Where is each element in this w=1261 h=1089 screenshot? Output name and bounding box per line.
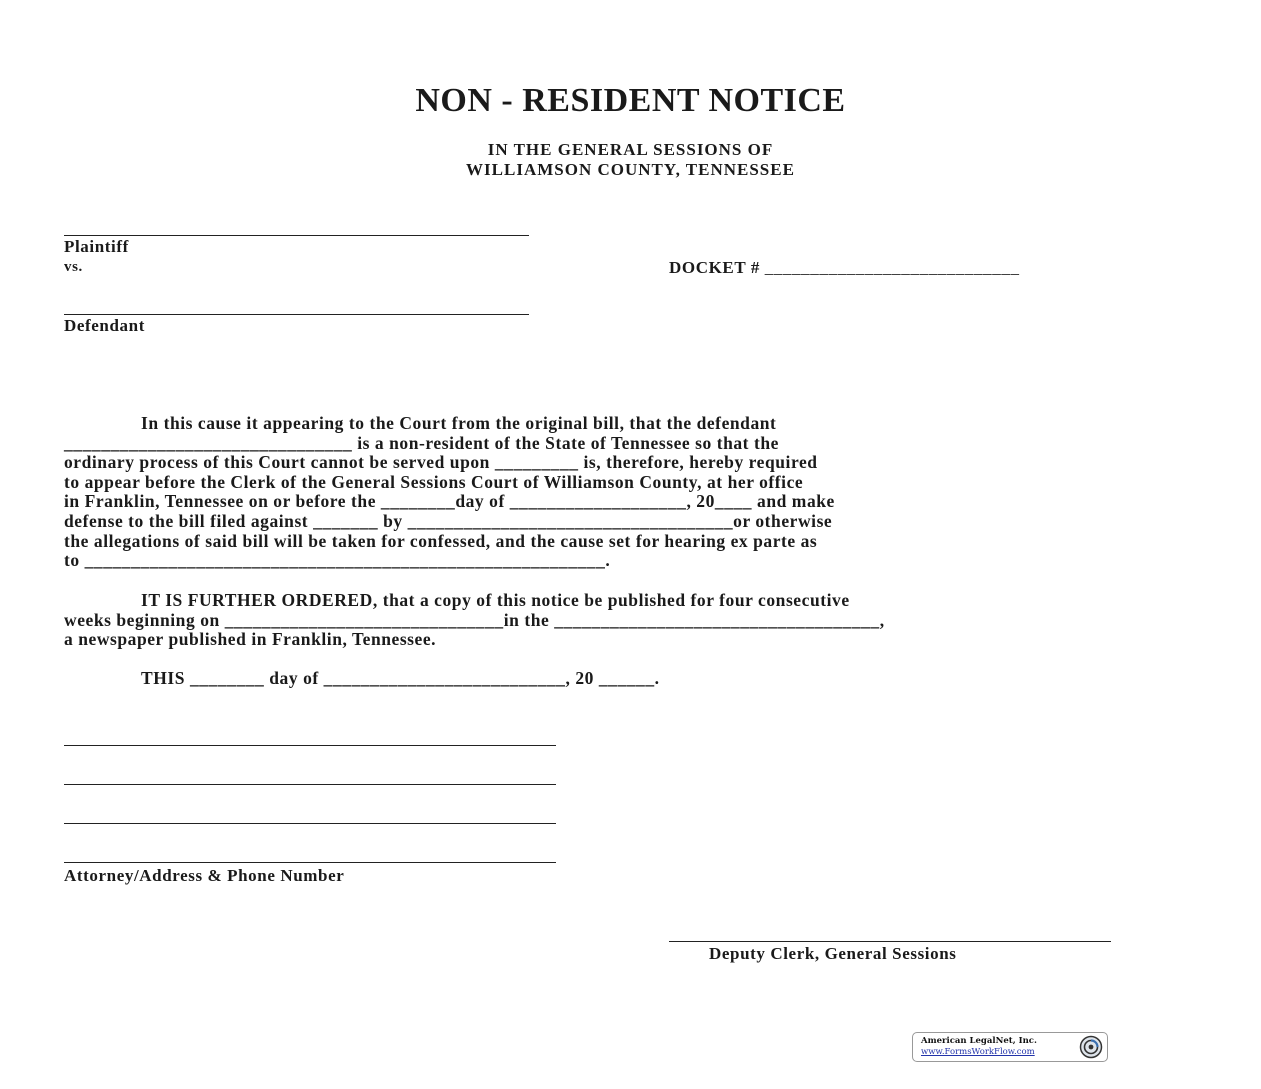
notice-line[interactable]: defense to the bill filed against _______ by ___________________________________or otherwise [64, 510, 833, 531]
court-name-line-2: WILLIAMSON COUNTY, TENNESSEE [466, 160, 795, 179]
attorney-line-2[interactable] [64, 784, 556, 785]
versus-label: vs. [64, 259, 83, 275]
notice-line[interactable]: in Franklin, Tennessee on or before the ________day of ___________________, 20____ and make [64, 491, 835, 512]
badge-website-link[interactable]: www.FormsWorkFlow.com [921, 1047, 1035, 1057]
notice-line[interactable]: ordinary process of this Court cannot be served upon _________ is, therefore, hereby required [64, 452, 818, 473]
plaintiff-label: Plaintiff [64, 237, 129, 256]
notice-line: the allegations of said bill will be taken for confessed, and the cause set for hearing ex parte as [64, 530, 818, 551]
court-name-line-1: IN THE GENERAL SESSIONS OF [487, 140, 774, 159]
notice-line[interactable]: to ________________________________________________________. [64, 550, 611, 571]
docket-field[interactable] [669, 258, 1020, 278]
order-line: IT IS FURTHER ORDERED, that a copy of this notice be published for four consecutive [141, 590, 850, 610]
order-line[interactable]: weeks beginning on ______________________________in the ___________________________________, [64, 609, 885, 630]
order-paragraph [64, 591, 1076, 650]
defendant-signature-line[interactable] [64, 314, 529, 315]
deputy-clerk-label: Deputy Clerk, General Sessions [709, 944, 957, 963]
date-paragraph [64, 669, 1076, 689]
defendant-label: Defendant [64, 316, 145, 335]
notice-line[interactable]: _______________________________ is a non-resident of the State of Tennessee so that the [64, 432, 779, 453]
notice-paragraph [64, 414, 1076, 571]
attorney-line-4[interactable] [64, 862, 556, 863]
order-line: a newspaper published in Franklin, Tennessee. [64, 629, 437, 650]
docket-label: DOCKET # [669, 258, 765, 277]
this-day-line[interactable]: THIS ________ day of __________________________, 20 ______. [141, 668, 660, 688]
attorney-line-1[interactable] [64, 745, 556, 746]
legalnet-badge[interactable] [912, 1032, 1108, 1062]
attorney-label: Attorney/Address & Phone Number [64, 866, 345, 885]
attorney-line-3[interactable] [64, 823, 556, 824]
plaintiff-signature-line[interactable] [64, 235, 529, 236]
page-title: NON - RESIDENT NOTICE [415, 82, 846, 119]
globe-icon [1079, 1035, 1103, 1059]
notice-line: to appear before the Clerk of the General Sessions Court of Williamson County, at her office [64, 471, 804, 492]
badge-company: American LegalNet, Inc. [921, 1036, 1037, 1046]
docket-blank[interactable]: ____________________________ [764, 258, 1020, 277]
notice-line: In this cause it appearing to the Court from the original bill, that the defendant [141, 413, 777, 433]
deputy-clerk-signature-line[interactable] [669, 941, 1111, 942]
